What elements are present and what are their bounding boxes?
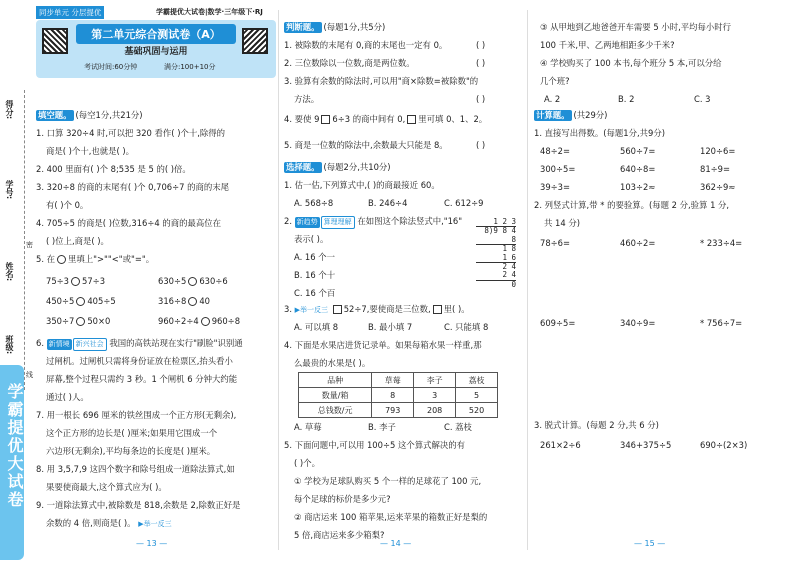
judge-title: 判断题。 [286, 22, 320, 32]
judge-3b: 方法。 ( ) [294, 94, 486, 104]
choice-meta: (每题2分,共10分) [323, 162, 391, 172]
class-label: 班级: [5, 335, 14, 355]
choice-3: 3. ▶举一反三 52÷7,要使商是三位数, 里( )。 [284, 304, 470, 314]
qr-code-right [242, 28, 268, 54]
calc-title: 计算题。 [536, 110, 570, 120]
choice-1-opt-a[interactable]: A. 568÷8 [294, 198, 334, 208]
compare-1b: 630÷5 630÷6 [158, 276, 228, 286]
binding-sidebar [0, 0, 36, 566]
q4-line2: ( )位上,商是( )。 [46, 236, 109, 246]
c5-opt-b[interactable]: B. 2 [618, 94, 635, 104]
compare-circle-icon [57, 255, 66, 264]
q5-suffix: 里填上">""<"或"="。 [68, 254, 155, 264]
seal-text: 密 [26, 241, 33, 249]
choice-1-opt-b[interactable]: B. 246÷4 [368, 198, 408, 208]
c5-opt-c[interactable]: C. 3 [694, 94, 711, 104]
test-score: 满分:100+10分 [164, 63, 216, 71]
q3-line1: 3. 320÷8 的商的末尾有( )个 0,706÷7 的商的末尾 [36, 182, 229, 192]
vertical-3: * 233÷4= [700, 238, 743, 248]
page-number-14: — 14 — [380, 539, 412, 548]
vertical-6: * 756÷7= [700, 318, 743, 328]
compare-circle-icon[interactable] [188, 277, 197, 286]
oral-1: 48÷2= [540, 146, 571, 156]
judge-2: 2. 三位数除以一位数,商是两位数。 ( ) [284, 58, 486, 68]
c5-item3-line1: ③ 从甲地到乙地爸爸开车需要 5 小时,平均每小时行 [540, 22, 731, 32]
brand-banner [0, 365, 24, 560]
oral-2: 560÷7= [620, 146, 656, 156]
blank-box-icon [321, 115, 330, 124]
score-label: 得分: [5, 100, 14, 120]
vertical-5: 340÷9= [620, 318, 656, 328]
fill-meta: (每空1分,共21分) [75, 110, 143, 120]
q1-line1: 1. 口算 320÷4 时,可以把 320 看作( )个十,除得的 [36, 128, 226, 138]
title-banner [36, 20, 276, 78]
oral-7: 39÷3= [540, 182, 571, 192]
choice-4-opt-c[interactable]: C. 荔枝 [444, 422, 472, 432]
q5-line [36, 254, 154, 265]
q2-line: 2. 400 里面有( )个 8;535 是 5 的( )倍。 [36, 164, 191, 174]
compare-circle-icon[interactable] [71, 277, 80, 286]
choice-5-line2: ( )个。 [294, 458, 320, 468]
judge-5: 5. 商是一位数的除法中,余数最大只能是 8。 ( ) [284, 140, 486, 150]
choice-4-line2: 么最贵的水果是( )。 [294, 358, 371, 368]
judge-4: 4. 要使 9 6÷3 的商中间有 0, 里可填 0、1、2。 [284, 114, 488, 124]
q8-line1: 8. 用 3,5,7,9 这四个数字和除号组成一道除法算式,如 [36, 464, 235, 474]
oral-3: 120÷6= [700, 146, 736, 156]
compare-2a: 450÷5 405÷5 [46, 296, 116, 306]
choice-1-opt-c[interactable]: C. 612÷9 [444, 198, 484, 208]
oral-5: 640÷8= [620, 164, 656, 174]
compare-1a: 75÷3 57÷3 [46, 276, 106, 286]
q6-tag2: 新兴社会 [73, 338, 107, 351]
oral-8: 103÷2≈ [620, 182, 656, 192]
page-15 [534, 0, 796, 566]
c5-item3-line2: 100 千米,甲、乙两地相距多少千米? [540, 40, 675, 50]
choice-title: 选择题。 [286, 162, 320, 172]
cut-line [24, 90, 25, 390]
blank-box-icon [333, 305, 342, 314]
judge-section [284, 22, 385, 33]
choice-5-line4: 每个足球的标价是多少元? [294, 494, 391, 504]
compare-circle-icon[interactable] [76, 317, 85, 326]
vertical-2: 460÷2= [620, 238, 656, 248]
compare-3b: 960÷2÷4 960÷8 [158, 316, 241, 326]
judge-meta: (每题1分,共5分) [323, 22, 386, 32]
page-13 [36, 0, 278, 566]
table-row: 数量/箱 8 3 5 [299, 388, 498, 403]
choice-5-line3: ① 学校为足球队购买 5 个一样的足球花了 100 元, [294, 476, 482, 486]
c2-tag: 新趋势 [296, 218, 318, 226]
choice-4-line1: 4. 下面是水果店进货记录单。如果每箱水果一样重,那 [284, 340, 482, 350]
q6-line3: 屏幕,整个过程只需约 3 秒。1 个闸机 6 分钟大约能 [46, 374, 238, 384]
choice-section [284, 162, 391, 173]
blank-box-icon [433, 305, 442, 314]
column-divider [527, 10, 528, 550]
q6-line4: 通过( )人。 [46, 392, 89, 402]
choice-5-line5: ② 商店运来 100 箱苹果,运来苹果的箱数正好是梨的 [294, 512, 488, 522]
header-tag: 同步单元 分层提优 [36, 6, 104, 19]
qr-code-left [42, 28, 68, 54]
q4-line1: 4. 705÷5 的商是( )位数,316÷4 的商的最高位在 [36, 218, 221, 228]
step-2: 346+375÷5 [620, 440, 672, 450]
choice-1: 1. 估一估,下列算式中,( )的商最接近 60。 [284, 180, 440, 190]
q5-prefix: 5. 在 [36, 254, 56, 264]
c5-item4-line1: ④ 学校购买了 100 本书,每个班分 5 本,可以分给 [540, 58, 722, 68]
c5-opt-a[interactable]: A. 2 [544, 94, 561, 104]
choice-2: 2. 新趋势 算理理解 在如图这个除法竖式中,"16" [284, 216, 462, 229]
step-3: 690÷(2×3) [700, 440, 748, 450]
page-14 [284, 0, 524, 566]
seal-text-2: 线 [26, 371, 33, 379]
vertical-1: 78÷6= [540, 238, 571, 248]
step-1: 261×2÷6 [540, 440, 581, 450]
q6-tag: 新情境 [48, 340, 70, 348]
c5-item4-line2: 几个班? [540, 76, 570, 86]
choice-5-line6: 5 倍,商店运来多少箱梨? [294, 530, 385, 540]
q1-line2: 商是( )个十,也就是( )。 [46, 146, 135, 156]
page-number-13: — 13 — [136, 539, 168, 548]
blank-box-icon [407, 115, 416, 124]
c3-hint[interactable]: ▶举一反三 [294, 306, 329, 314]
compare-circle-icon[interactable] [76, 297, 85, 306]
choice-4-opt-a[interactable]: A. 草莓 [294, 422, 322, 432]
q7-line2: 这个正方形的边长是( )厘米;如果用它围成一个 [46, 428, 218, 438]
q6-line1: 6. 新情境 新兴社会 我国的高铁站现在实行"刷脸"识别通 [36, 338, 243, 351]
calc-q3: 3. 脱式计算。(每题 2 分,共 6 分) [534, 420, 659, 430]
vertical-4: 609÷5= [540, 318, 576, 328]
choice-2b: 表示( )。 [294, 234, 329, 244]
c2-tag2: 算理理解 [321, 216, 355, 229]
q6-line2: 过闸机。过闸机只需将身份证放在检票区,抬头看小 [46, 356, 233, 366]
test-time: 考试时间:60分钟 [84, 63, 138, 71]
compare-circle-icon[interactable] [188, 297, 197, 306]
judge-3: 3. 验算有余数的除法时,可以用"商×除数=被除数"的 [284, 76, 479, 86]
name-label: 姓名: [5, 262, 14, 282]
q9-line2: 余数的 4 倍,则商是( )。 ▶举一反三 [46, 518, 172, 528]
oral-4: 300÷5= [540, 164, 576, 174]
choice-2-opt-a[interactable]: A. 16 个一 [294, 252, 335, 262]
judge-1: 1. 被除数的末尾有 0,商的末尾也一定有 0。 ( ) [284, 40, 486, 50]
calc-section [534, 110, 607, 121]
page-number-15: — 15 — [634, 539, 666, 548]
oral-9: 362÷9≈ [700, 182, 736, 192]
choice-5-line1: 5. 下面问题中,可以用 100÷5 这个算式解决的有 [284, 440, 465, 450]
test-title: 第二单元综合测试卷（A） [76, 24, 236, 44]
fill-section [36, 110, 143, 121]
choice-4-opt-b[interactable]: B. 李子 [368, 422, 396, 432]
test-subtitle: 基础巩固与运用 [124, 47, 188, 57]
calc-q2-line2: 共 14 分) [544, 218, 580, 228]
q9-line1: 9. 一道除法算式中,被除数是 818,余数是 2,除数正好是 [36, 500, 241, 510]
column-divider [278, 10, 279, 550]
fill-title: 填空题。 [38, 110, 72, 120]
id-label: 学号: [5, 180, 14, 200]
compare-3a: 350÷7 50×0 [46, 316, 111, 326]
choice-3-opt-c[interactable]: C. 只能填 8 [444, 322, 489, 332]
choice-2-opt-b[interactable]: B. 16 个十 [294, 270, 336, 280]
compare-2b: 316÷8 40 [158, 296, 211, 306]
q3-line2: 有( )个 0。 [46, 200, 89, 210]
choice-2-opt-c[interactable]: C. 16 个百 [294, 288, 336, 298]
oral-6: 81÷9= [700, 164, 731, 174]
q7-line3: 六边形(无剩余),平均每条边的长度是( )厘米。 [46, 446, 216, 456]
choice-3-opt-b[interactable]: B. 最小填 7 [368, 322, 413, 332]
calc-q1: 1. 直接写出得数。(每题1分,共9分) [534, 128, 666, 138]
calc-q2-line1: 2. 列竖式计算,带 * 的要验算。(每题 2 分,验算 1 分, [534, 200, 730, 210]
long-division: 1 2 3 8)9 8 4 8 1 8 1 6 2 4 2 4 0 [476, 218, 516, 289]
q9-hint[interactable]: ▶举一反三 [138, 520, 172, 528]
series-label: 学霸提优大试卷|数学·三年级下·RJ [156, 8, 263, 16]
q7-line1: 7. 用一根长 696 厘米的铁丝围成一个正方形(无剩余), [36, 410, 237, 420]
table-row: 总钱数/元 793 208 520 [299, 403, 498, 418]
table-header-row: 品种 草莓 李子 荔枝 [299, 373, 498, 388]
brand-text: 学霸提优大试卷 [5, 383, 24, 509]
fruit-table [298, 372, 498, 418]
compare-circle-icon[interactable] [201, 317, 210, 326]
choice-3-opt-a[interactable]: A. 可以填 8 [294, 322, 339, 332]
q8-line2: 果要使商最大,这个算式应为( )。 [46, 482, 167, 492]
calc-meta: (共29分) [573, 110, 608, 120]
